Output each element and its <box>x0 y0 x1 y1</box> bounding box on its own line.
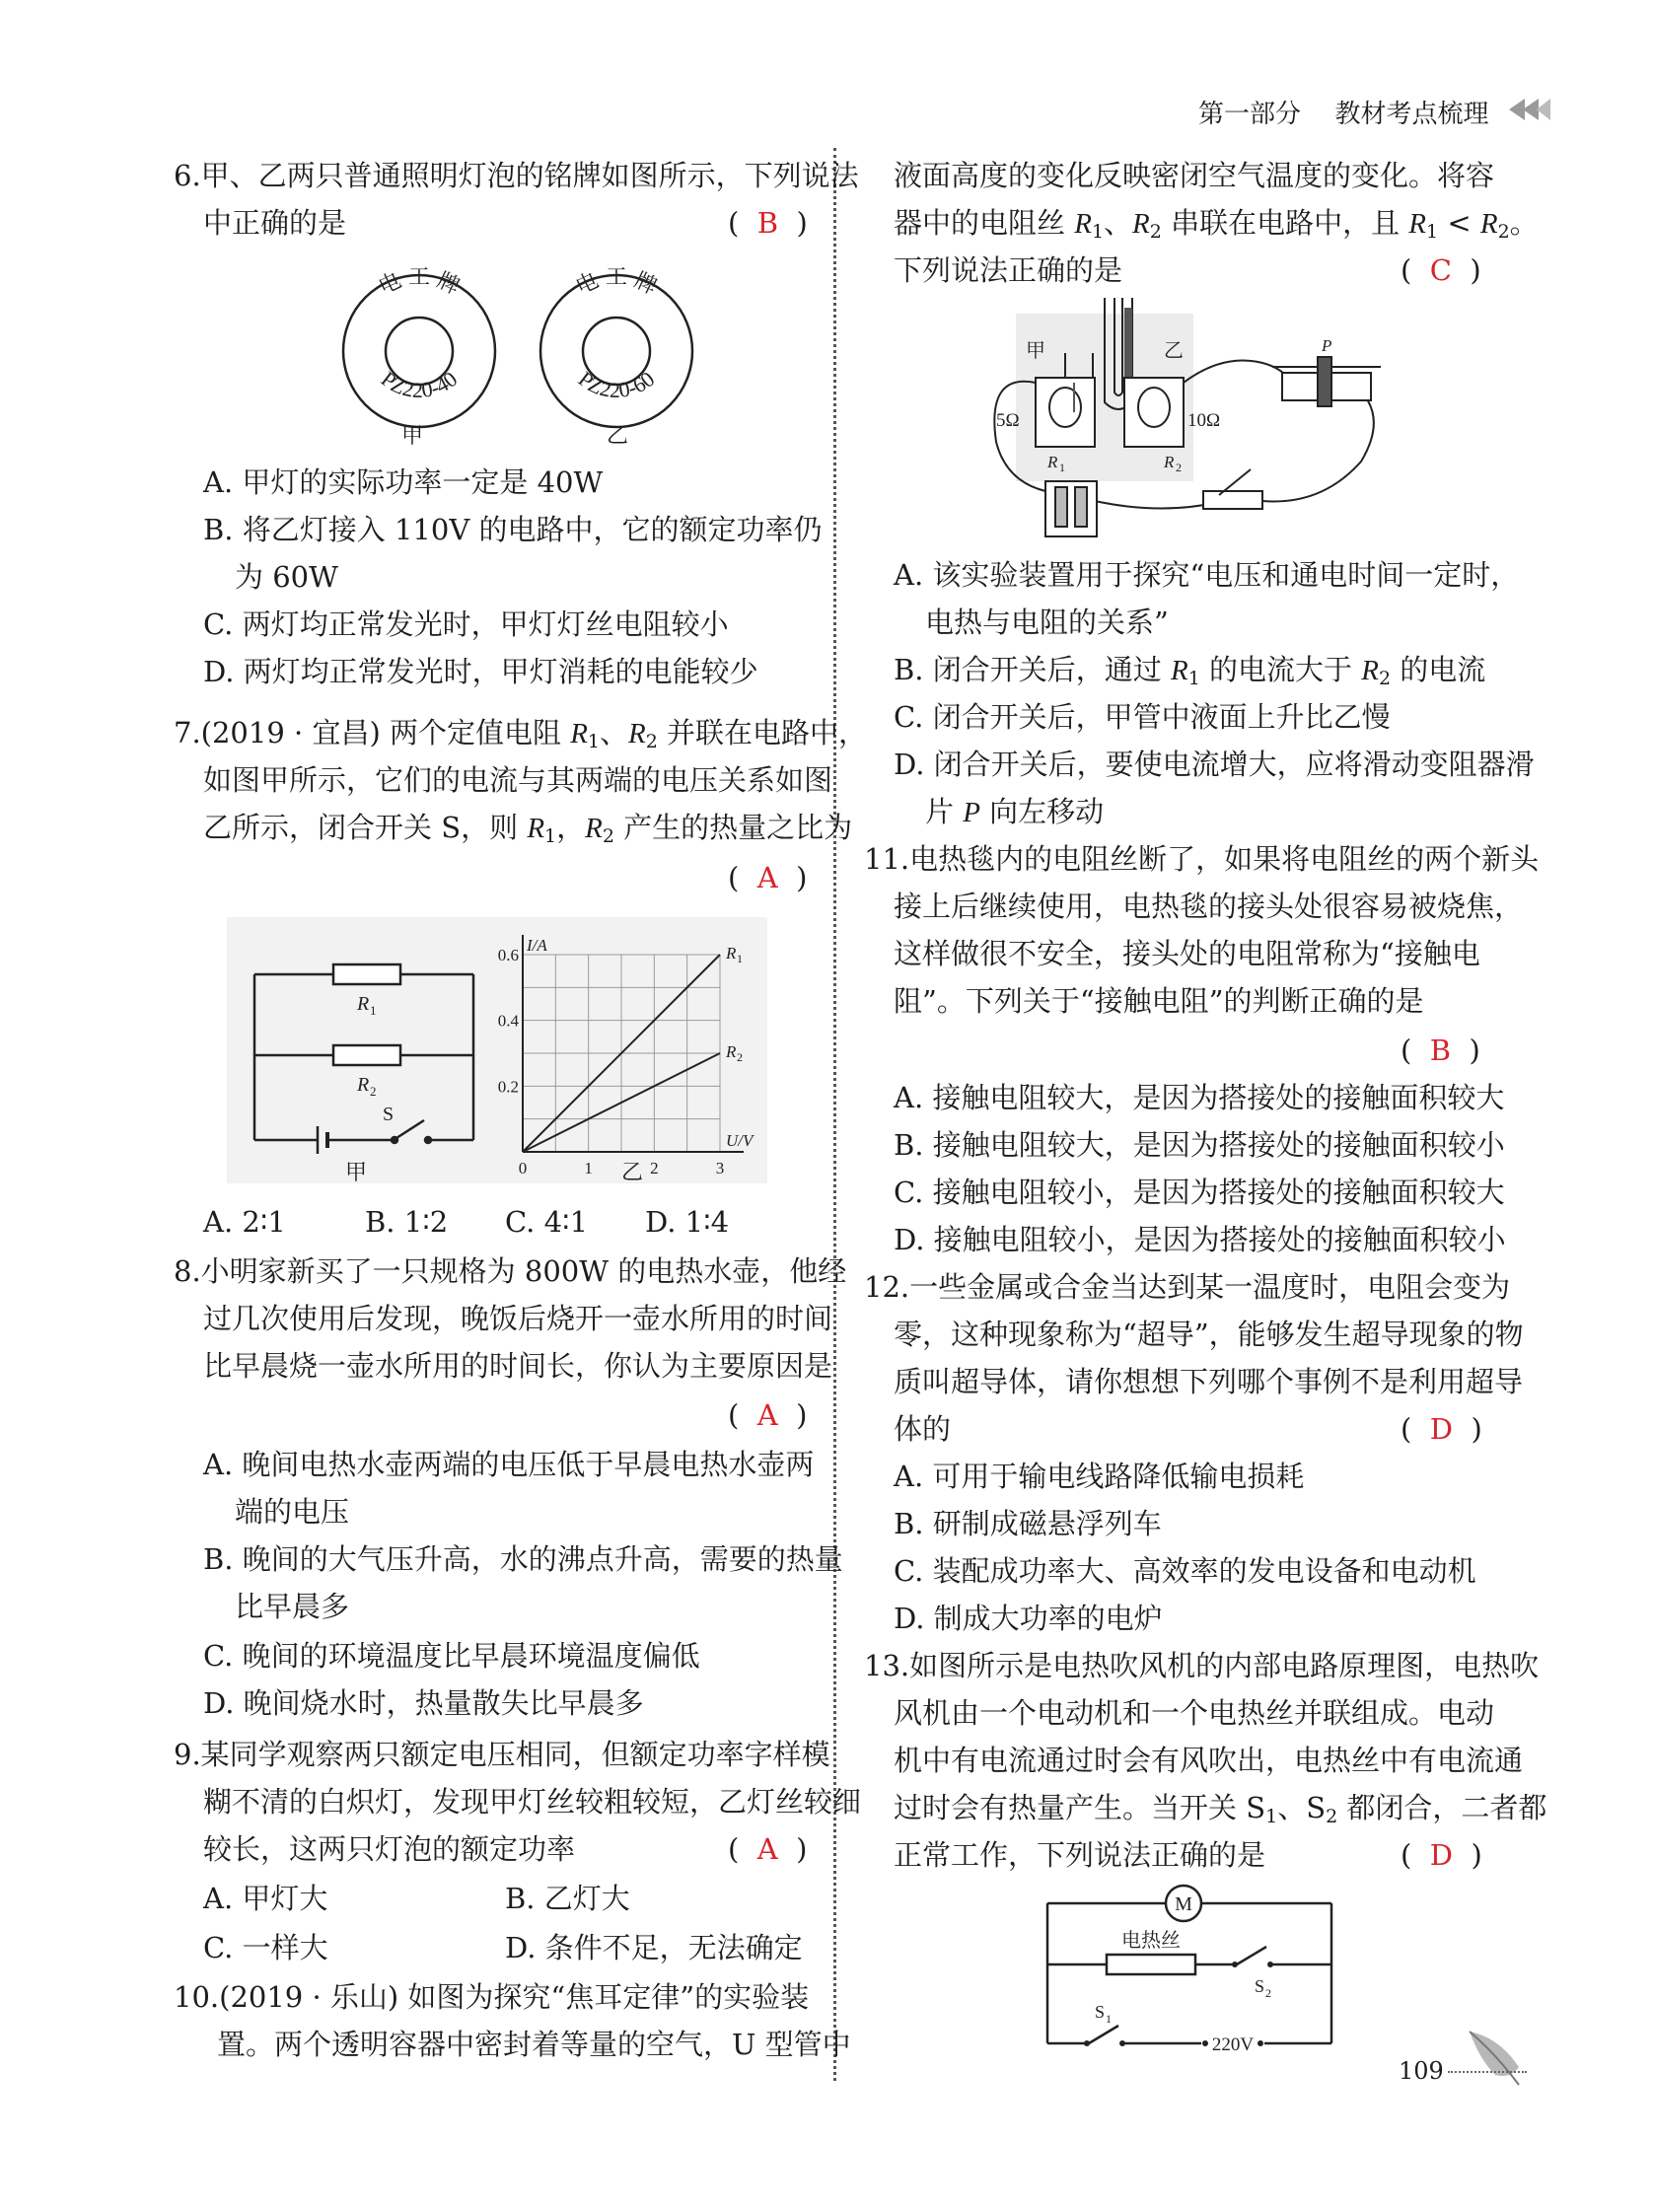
q8-option-d: D. 晚间烧水时，热量散失比早晨多 <box>203 1686 644 1720</box>
x-tick-label: 1 <box>584 1159 593 1177</box>
q7-switch-label: S <box>383 1104 395 1125</box>
q11-line1: 11.电热毯内的电阻丝断了，如果将电阻丝的两个新头 <box>864 842 1540 876</box>
svg-text:1: 1 <box>1059 461 1065 474</box>
q6-option-c: C. 两灯均正常发光时，甲灯灯丝电阻较小 <box>203 607 729 641</box>
x-tick-label: 3 <box>715 1159 725 1177</box>
q6-option-b: B. 将乙灯接入 110V 的电路中，它的额定功率仍 <box>203 513 823 546</box>
q10-fig-jia: 甲 <box>1026 340 1045 362</box>
q10-line3: 液面高度的变化反映密闭空气温度的变化。将容 <box>894 159 1495 192</box>
x-tick-label: 0 <box>518 1159 528 1177</box>
q11-line2: 接上后继续使用，电热毯的接头处很容易被烧焦， <box>894 890 1524 923</box>
bulb-yi-rating: PZ220-60 <box>573 366 660 403</box>
heater-resistor <box>1107 1955 1195 1974</box>
q7-iu-chart <box>491 917 767 1183</box>
feather-icon <box>1460 2024 1529 2093</box>
q10-option-b: B. 闭合开关后，通过 $R_1$ 的电流大于 $R_2$ 的电流 <box>894 653 1486 689</box>
q8-line1: 8.小明家新买了一只规格为 800W 的电热水壶，他经 <box>174 1254 847 1288</box>
q13-line2: 风机由一个电动机和一个电热丝并联组成。电动 <box>894 1696 1495 1730</box>
svg-text:2: 2 <box>1176 461 1182 474</box>
q13-voltage-label: 220V <box>1211 2034 1255 2055</box>
q12-answer: ( D ) <box>1401 1412 1482 1446</box>
bulb-jia-outer <box>343 275 495 427</box>
q10-fig-p-label: P <box>1322 336 1332 355</box>
q10-option-a-cont: 电热与电阻的关系” <box>925 606 1169 639</box>
q9-line2: 糊不清的白炽灯，发现甲灯丝较粗较短，乙灯丝较细 <box>203 1785 862 1819</box>
q6-line2: 中正确的是 <box>203 206 347 240</box>
q7-line2: 如图甲所示，它们的电流与其两端的电压关系如图 <box>203 763 833 797</box>
q9-option-a: A. 甲灯大 <box>203 1882 328 1915</box>
q7-answer: ( A ) <box>728 861 808 894</box>
q13-motor-label: M <box>1175 1893 1192 1915</box>
q10-line5: 下列说法正确的是 <box>894 253 1123 287</box>
y-tick-label: 0.2 <box>497 1077 519 1097</box>
x-tick-label: 2 <box>650 1159 659 1177</box>
q8-answer: ( A ) <box>728 1398 808 1432</box>
q9-option-d: D. 条件不足，无法确定 <box>505 1931 803 1964</box>
q11-option-b: B. 接触电阻较大，是因为搭接处的接触面积较小 <box>894 1128 1505 1162</box>
q12-option-b: B. 研制成磁悬浮列车 <box>894 1507 1162 1540</box>
q10-option-d: D. 闭合开关后，要使电流增大，应将滑动变阻器滑 <box>894 748 1535 781</box>
q7-option-a: A. 2∶1 <box>203 1205 286 1239</box>
q11-line3: 这样做很不安全，接头处的电阻常称为“接触电 <box>894 937 1480 970</box>
q10-line4: 器中的电阻丝 $R_1$、$R_2$ 串联在电路中，且 $R_1 < R_2$。 <box>894 206 1539 243</box>
q10-option-c: C. 闭合开关后，甲管中液面上升比乙慢 <box>894 700 1391 734</box>
q9-option-c: C. 一样大 <box>203 1931 328 1964</box>
q10-fig-r2-value: 10Ω <box>1187 410 1221 431</box>
q12-line2: 零，这种现象称为“超导”，能够发生超导现象的物 <box>894 1318 1524 1351</box>
header-subsection: 教材考点梳理 <box>1334 100 1489 129</box>
svg-text:1: 1 <box>370 1003 377 1018</box>
q8-line3: 比早晨烧一壶水所用的时间长，你认为主要原因是 <box>203 1349 833 1383</box>
page-number: 109 <box>1399 2057 1444 2085</box>
q12-line1: 12.一些金属或合金当达到某一温度时，电阻会变为 <box>864 1270 1511 1304</box>
q13-s2-label: S <box>1255 1976 1265 1996</box>
series-label-sub: 1 <box>737 952 743 965</box>
q10-line1: 10.(2019 · 乐山) 如图为探究“焦耳定律”的实验装 <box>174 1980 810 2014</box>
bulb-yi-outer <box>540 275 692 427</box>
x-axis-label: U/V <box>726 1131 754 1150</box>
svg-text:2: 2 <box>1265 1986 1271 2000</box>
y-tick-label: 0.6 <box>497 946 519 964</box>
header-section: 第一部分 <box>1198 100 1302 129</box>
q12-line3: 质叫超导体，请你想想下列哪个事例不是利用超导 <box>894 1365 1524 1398</box>
q13-hairdryer-circuit <box>1036 1882 1351 2059</box>
q11-option-c: C. 接触电阻较小，是因为搭接处的接触面积较大 <box>894 1176 1505 1209</box>
q6-option-d: D. 两灯均正常发光时，甲灯消耗的电能较少 <box>203 655 758 688</box>
bulb-jia-rating: PZ220-40 <box>376 366 463 403</box>
q7-line3: 乙所示，闭合开关 S，则 $R_1$，$R_2$ 产生的热量之比为 <box>203 811 853 847</box>
q10-fig-r2-label: R <box>1164 453 1175 471</box>
q7-fig-label-jia: 甲 <box>345 1161 368 1185</box>
q10-fig-yi: 乙 <box>1164 340 1184 362</box>
q9-line3: 较长，这两只灯泡的额定功率 <box>203 1832 576 1866</box>
q7-r1-label: R <box>357 993 370 1015</box>
q6-line1: 6.甲、乙两只普通照明灯泡的铭牌如图所示，下列说法 <box>174 159 859 192</box>
page-header <box>1198 94 1489 130</box>
bulb-jia-brand: 电 工 牌 <box>374 264 465 300</box>
q9-line1: 9.某同学观察两只额定电压相同，但额定功率字样模 <box>174 1738 830 1771</box>
q10-line2: 置。两个透明容器中密封着等量的空气，U 型管中 <box>217 2028 851 2061</box>
q11-option-a: A. 接触电阻较大，是因为搭接处的接触面积较大 <box>894 1081 1505 1114</box>
q12-option-a: A. 可用于输电线路降低输电损耗 <box>894 1460 1305 1493</box>
series-label-r1: R <box>726 944 737 963</box>
q10-option-d-cont: 片 P 向左移动 <box>925 795 1105 828</box>
q6-option-a: A. 甲灯的实际功率一定是 40W <box>203 465 604 499</box>
q11-line4: 阻”。下列关于“接触电阻”的判断正确的是 <box>894 984 1424 1018</box>
bulb-yi-brand: 电 工 牌 <box>571 264 662 300</box>
page-number-dots <box>1448 2071 1527 2073</box>
q8-option-b: B. 晚间的大气压升高，水的沸点升高，需要的热量 <box>203 1542 843 1576</box>
header-arrows-icon <box>1491 95 1552 124</box>
q6-answer: ( B ) <box>728 206 808 240</box>
q11-answer: ( B ) <box>1401 1034 1480 1067</box>
q9-answer: ( A ) <box>728 1832 808 1866</box>
q10-fig-r1-label: R <box>1047 453 1058 471</box>
series-label-r2: R <box>726 1042 737 1061</box>
q12-option-c: C. 装配成功率大、高效率的发电设备和电动机 <box>894 1554 1476 1588</box>
q13-s1-label: S <box>1095 2002 1106 2022</box>
q13-line3: 机中有电流通过时会有风吹出，电热丝中有电流通 <box>894 1744 1524 1777</box>
q12-line4: 体的 <box>894 1412 952 1446</box>
q8-option-b-cont: 比早晨多 <box>235 1590 350 1623</box>
q6-label-yi: 乙 <box>607 424 629 449</box>
q10-joule-apparatus <box>986 294 1401 540</box>
svg-text:1: 1 <box>1106 2012 1112 2026</box>
q7-fig-label-yi: 乙 <box>621 1161 644 1185</box>
q7-line1: 7.(2019 · 宜昌) 两个定值电阻 $R_1$、$R_2$ 并联在电路中， <box>174 716 868 752</box>
q10-answer: ( C ) <box>1401 253 1481 287</box>
q8-option-a: A. 晚间电热水壶两端的电压低于早晨电热水壶两 <box>203 1448 815 1481</box>
q8-option-c: C. 晚间的环境温度比早晨环境温度偏低 <box>203 1639 700 1673</box>
q13-line1: 13.如图所示是电热吹风机的内部电路原理图，电热吹 <box>864 1649 1540 1682</box>
q7-option-b: B. 1∶2 <box>365 1205 449 1239</box>
q8-option-a-cont: 端的电压 <box>235 1495 350 1529</box>
q11-option-d: D. 接触电阻较小，是因为搭接处的接触面积较小 <box>894 1223 1506 1256</box>
y-tick-label: 0.4 <box>497 1011 519 1031</box>
svg-text:2: 2 <box>370 1084 377 1099</box>
q10-fig-r1-value: 5Ω <box>996 410 1020 431</box>
q9-option-b: B. 乙灯大 <box>505 1882 630 1915</box>
q6-label-jia: 甲 <box>401 424 424 449</box>
q13-heater-label: 电热丝 <box>1121 1930 1181 1952</box>
q10-option-a: A. 该实验装置用于探究“电压和通电时间一定时， <box>894 558 1520 592</box>
y-axis-label: I/A <box>527 936 547 955</box>
q7-option-c: C. 4∶1 <box>505 1205 589 1239</box>
q7-r2-label: R <box>357 1074 370 1096</box>
q13-line5: 正常工作，下列说法正确的是 <box>894 1838 1266 1872</box>
q13-answer: ( D ) <box>1401 1838 1482 1872</box>
q8-line2: 过几次使用后发现，晚饭后烧开一壶水所用的时间 <box>203 1302 833 1335</box>
q13-line4: 过时会有热量产生。当开关 $S_1$、$S_2$ 都闭合，二者都 <box>894 1791 1547 1827</box>
q7-circuit-jia <box>227 917 493 1183</box>
q6-option-b-cont: 为 60W <box>235 560 338 594</box>
q12-option-d: D. 制成大功率的电炉 <box>894 1602 1163 1635</box>
series-label-sub: 2 <box>737 1050 743 1064</box>
q6-bulb-nameplates <box>330 264 715 452</box>
q7-option-d: D. 1∶4 <box>645 1205 730 1239</box>
